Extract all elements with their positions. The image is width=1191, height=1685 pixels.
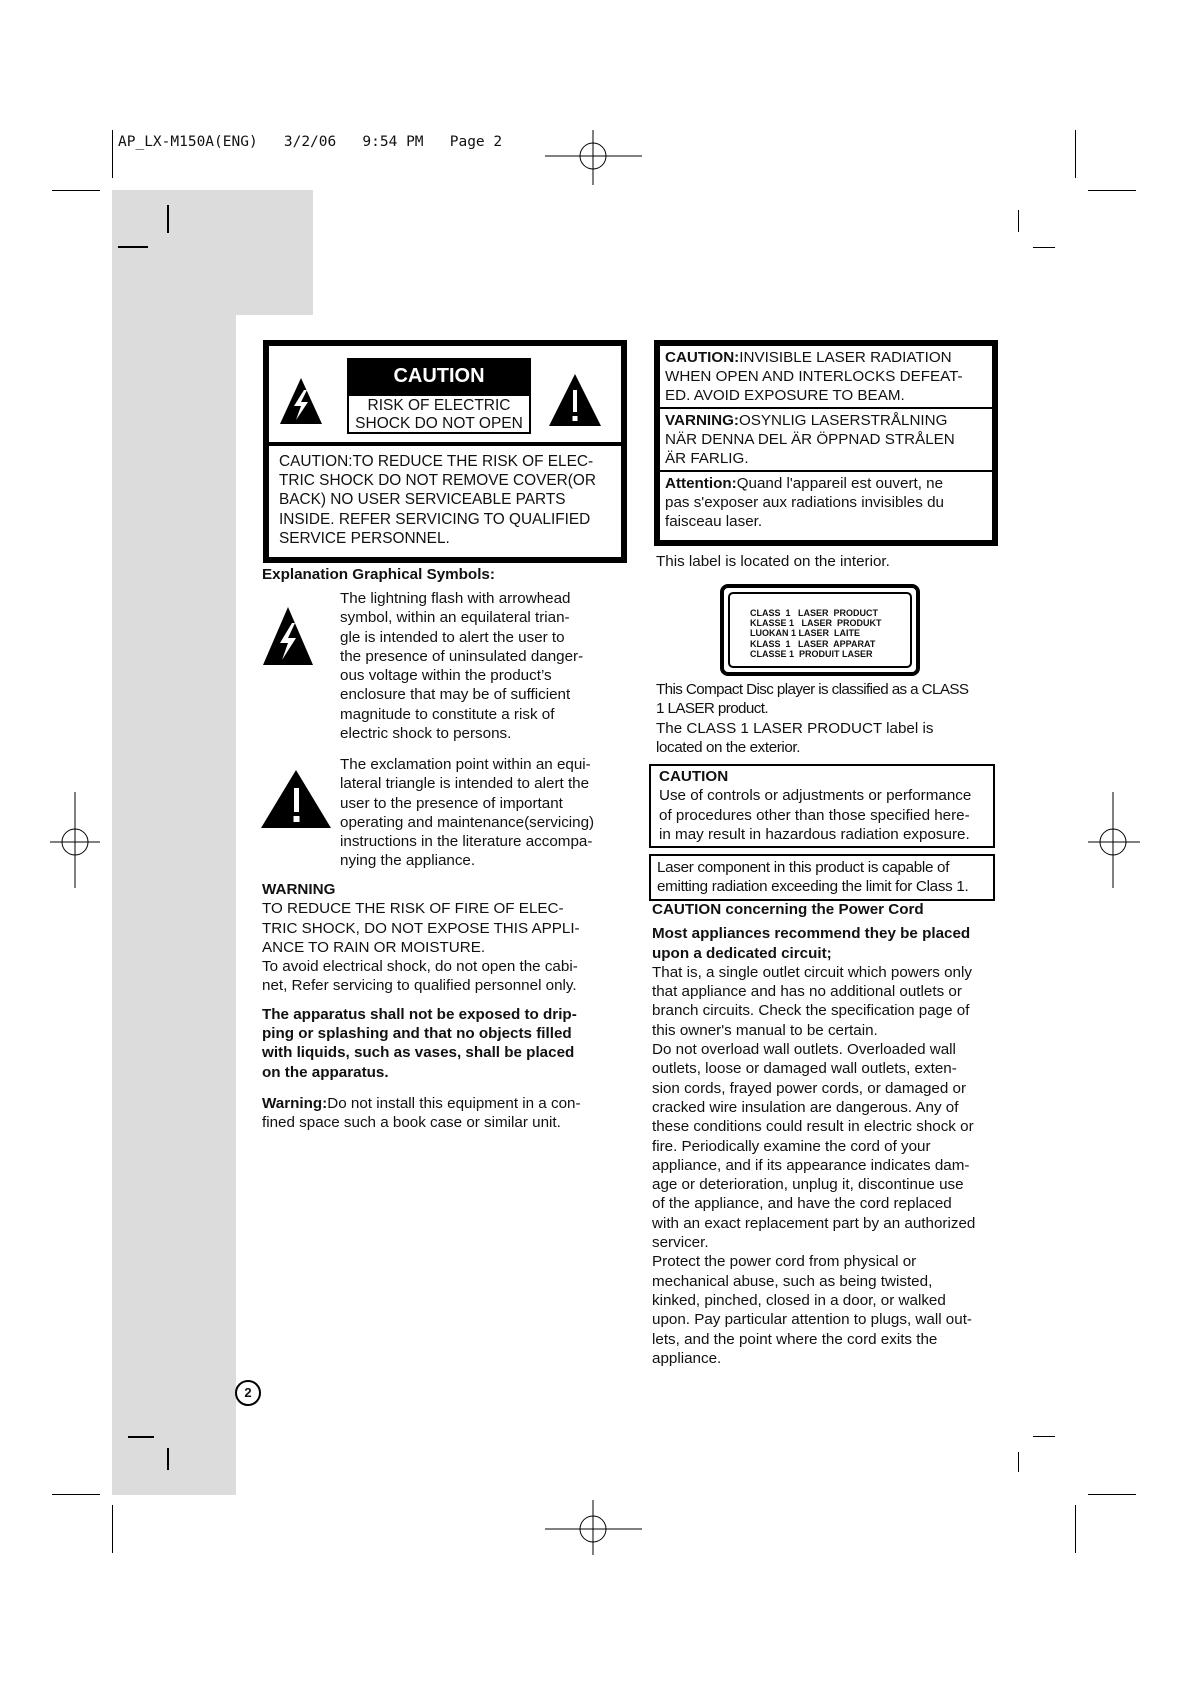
class1-laser-label: CLASS 1 LASER PRODUCT KLASSE 1 LASER PRODUKT LUOKAN 1 LASER LAITE KLASS 1 LASER APPARAT CLASSE 1 PRODUIT LASER xyxy=(720,584,920,676)
registration-mark-top xyxy=(540,130,650,190)
laser-component-box: Laser component in this product is capable of emitting radiation exceeding the limit for Class 1. xyxy=(649,854,995,901)
registration-mark-bottom xyxy=(540,1500,650,1560)
shock-caution-box xyxy=(263,340,627,563)
registration-mark-left xyxy=(45,790,105,890)
power-cord-heading: CAUTION concerning the Power Cord xyxy=(652,901,924,918)
print-slug: AP_LX-M150A(ENG) 3/2/06 9:54 PM Page 2 xyxy=(118,134,503,150)
shock-warning-label: RISK OF ELECTRIC SHOCK DO NOT OPEN xyxy=(347,394,531,434)
registration-mark-right xyxy=(1085,790,1145,890)
laser-radiation-box xyxy=(654,340,998,546)
caution-title: CAUTION xyxy=(347,358,531,394)
apparatus-warning: The apparatus shall not be exposed to drip- ping or splashing and that no objects filled with liquids, such as vases, shall be placed on the apparatus. xyxy=(262,1005,577,1081)
laser-caution-fr: Attention:Quand l'appareil est ouvert, ne pas s'exposer aux radiations invisibles du faisceau laser. xyxy=(660,470,992,533)
exclamation-symbol-icon xyxy=(260,768,332,830)
symbols-heading: Explanation Graphical Symbols: xyxy=(262,566,495,583)
sidebar-band-top xyxy=(112,190,313,315)
sidebar-band xyxy=(112,315,236,1495)
shock-caution-text: CAUTION:TO REDUCE THE RISK OF ELEC- TRIC SHOCK DO NOT REMOVE COVER(OR BACK) NO USER SERVICEABLE PARTS INSIDE. REFER SERVICING TO QUALIFIED SERVICE PERSONNEL. xyxy=(279,453,596,547)
lightning-warning-icon xyxy=(279,376,323,426)
exclamation-warning-icon xyxy=(547,372,603,428)
laser-caution-en: CAUTION:INVISIBLE LASER RADIATION WHEN OPEN AND INTERLOCKS DEFEAT- ED. AVOID EXPOSURE TO BEAM. xyxy=(665,349,963,404)
warning-heading: WARNING xyxy=(262,881,336,898)
install-warning: Warning:Do not install this equipment in a con- fined space such a book case or similar unit. xyxy=(262,1094,581,1132)
lightning-symbol-description: The lightning flash with arrowhead symbol, within an equilateral trian- gle is intended to alert the user to the presence of uninsulated danger- ous voltage within the product’s enclosure that may be of sufficient magnitude to constitute a risk of electric shock to persons. xyxy=(340,590,584,743)
page-number: 2 xyxy=(235,1380,261,1406)
label-location-note: This label is located on the interior. xyxy=(656,553,890,570)
power-cord-section: CAUTION concerning the Power Cord Most appliances recommend they be placed upon a dedicated circuit; That is, a single outlet circuit which powers only that appliance and has no additional outlets or branch circuits. Check the specification page of this owner's manual to be certain. Do not overload wall outlets. Overloaded wall outlets, loose or damaged wall outlets, exten- sion cords, frayed power cords, or damaged or cracked wire insulation are dangerous. Any of these conditions could result in electric shock or fire. Periodically examine the cord of your appliance, and if its appearance indicates dam- age or deterioration, unplug it, discontinue use of the appliance, and have the cord replaced with an exact replacement part by an authorized servicer. Protect the power cord from physical or mechanical abuse, such as being twisted, kinked, pinched, closed in a door, or walked upon. Pay particular attention to plugs, wall out- lets, and the point where the cord exits the appliance. xyxy=(652,900,1002,1368)
warning-section: WARNING TO REDUCE THE RISK OF FIRE OF ELEC- TRIC SHOCK, DO NOT EXPOSE THIS APPLI- ANCE TO RAIN OR MOISTURE. To avoid electrical shock, do not open the cabi- net, Refer servicing to qualified personnel only. The apparatus shall not be exposed to drip- ping or splashing and that no objects filled with liquids, such as vases, shall be placed on the apparatus. Warning:Do not install this equipment in a con- fined space such a book case or similar unit. xyxy=(262,880,622,1133)
class-description: This Compact Disc player is classified as a CLASS 1 LASER product. The CLASS 1 LASER PRODUCT label is located on the exterior. xyxy=(656,681,969,756)
exclamation-symbol-description: The exclamation point within an equi- lateral triangle is intended to alert the user to the presence of important operating and maintenance(servicing) instructions in the literature accompa- nying the appliance. xyxy=(340,756,595,870)
laser-caution-sv: VARNING:OSYNLIG LASERSTRÅLNING NÄR DENNA DEL ÄR ÖPPNAD STRÅLEN ÄR FARLIG. xyxy=(660,407,992,470)
lightning-symbol-icon xyxy=(262,605,314,667)
radiation-caution-box: CAUTION Use of controls or adjustments or performance of procedures other than those specified here- in may result in hazardous radiation exposure. xyxy=(649,764,995,848)
